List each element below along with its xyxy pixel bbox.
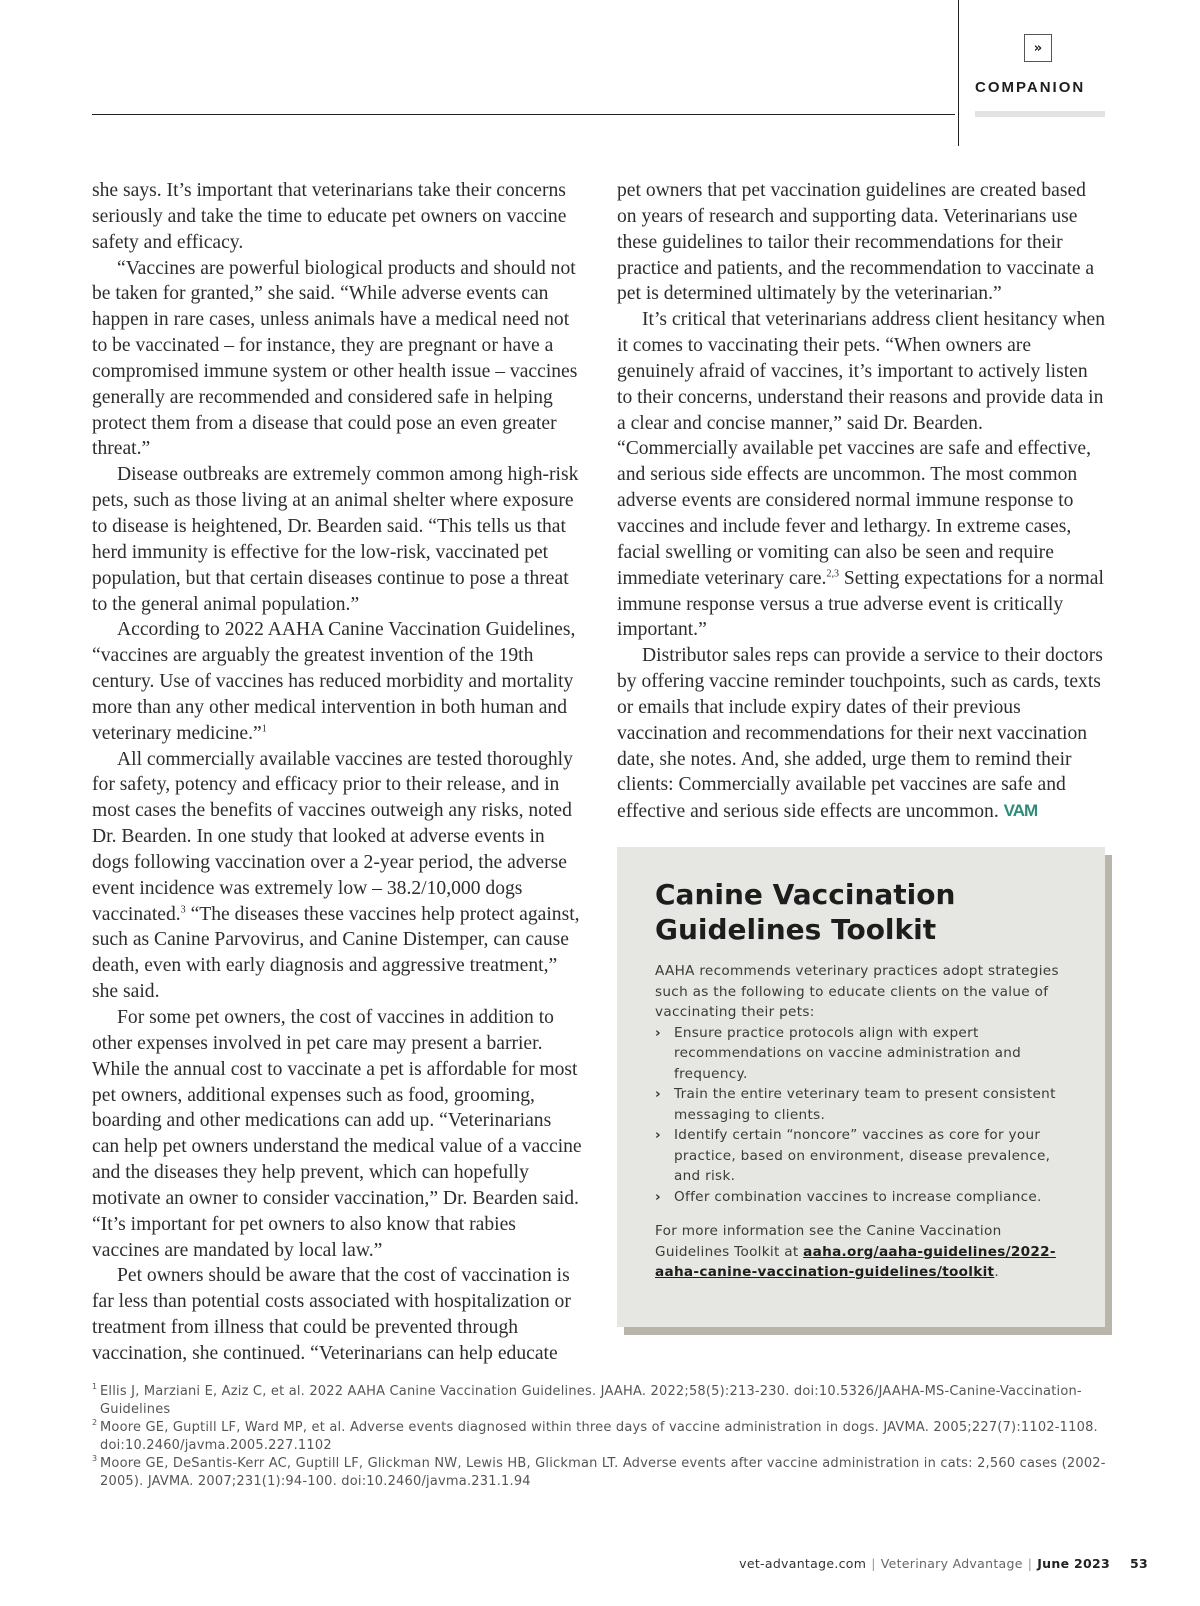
footer-separator: | bbox=[1027, 1556, 1033, 1571]
toolkit-item-text: Ensure practice protocols align with expert recommendations on vaccine administration and frequency. bbox=[674, 1024, 1022, 1082]
toolkit-item-text: Identify certain “noncore” vaccines as core for your practice, based on environment, disease prevalence, and risk. bbox=[674, 1127, 1051, 1184]
page-footer bbox=[600, 1556, 1148, 1571]
toolkit-link[interactable]: aaha.org/aaha-guidelines/2022-aaha-canine-vaccination-guidelines/toolkit bbox=[655, 1243, 1056, 1280]
footnote bbox=[92, 1383, 1108, 1419]
paragraph bbox=[617, 307, 1107, 643]
section-label: COMPANION bbox=[975, 79, 1086, 96]
toolkit-list-item bbox=[655, 1084, 1067, 1125]
header-rule bbox=[92, 114, 955, 115]
paragraph-text: All commercially available vaccines are tested thoroughly for safety, potency and efficacy prior to their release, and in most cases the benefits of vaccines outweigh any risks, noted Dr. Bearden. In one study that looked at adverse events in dogs following vaccination over a 2-year period, the adverse event incidence was extremely low – 38.2/10,000 dogs vaccinated. bbox=[92, 748, 573, 925]
toolkit-title: Canine Vaccination Guidelines Toolkit bbox=[655, 878, 956, 946]
paragraph bbox=[92, 617, 582, 746]
article-left-column bbox=[92, 178, 582, 1367]
paragraph: pet owners that pet vaccination guidelines are created based on years of research and supporting data. Veterinarians use these guidelines to tailor their recommendations for their practice and patients, and the recommendation to vaccinate a pet is determined ultimately by the veterinarian.” bbox=[617, 180, 1095, 305]
chevron-right-icon: › bbox=[655, 1127, 661, 1143]
toolkit-intro: AAHA recommends veterinary practices adopt strategies such as the following to educate clients on the value of vaccinating their pets: bbox=[655, 963, 1059, 1020]
article-right-column bbox=[617, 178, 1107, 825]
toolkit-list-item bbox=[655, 1023, 1067, 1085]
paragraph-text: Distributor sales reps can provide a service to their doctors by offering vaccine reminder touchpoints, such as cards, texts or emails that include expiry dates of their previous vaccination and recommendations for their next vaccination date, she notes. And, she added, urge them to remind their clients: Commercially available pet vaccines are safe and effective and serious side effects are uncommon. bbox=[617, 645, 1103, 823]
section-label-underline bbox=[975, 111, 1105, 117]
toolkit-item-text: Offer combination vaccines to increase compliance. bbox=[674, 1188, 1042, 1205]
paragraph-text: Setting expectations for a normal immune response versus a true adverse event is critically important.” bbox=[617, 567, 1104, 641]
vam-end-logo: VAM bbox=[1003, 801, 1038, 821]
section-badge-icon: » bbox=[1024, 34, 1052, 62]
toolkit-more-text: For more information see the Canine Vaccination Guidelines Toolkit at bbox=[655, 1223, 1002, 1260]
footnotes bbox=[92, 1383, 1108, 1491]
paragraph bbox=[617, 643, 1107, 825]
chevron-right-icon: › bbox=[655, 1188, 661, 1205]
page-number: 53 bbox=[1130, 1556, 1148, 1571]
footnote-text: Moore GE, DeSantis-Kerr AC, Guptill LF, Glickman NW, Lewis HB, Glickman LT. Adverse events after vaccine administration in cats: 2,560 cases (2002-2005). JAVMA. 2007;231(1):94-100. doi:10.2460/javma.231.1.94 bbox=[100, 1456, 1106, 1489]
paragraph bbox=[92, 747, 582, 1005]
footnote-text: Moore GE, Guptill LF, Ward MP, et al. Adverse events diagnosed within three days of vaccine administration in dogs. JAVMA. 2005;227(7):1102-1108. doi:10.2460/javma.2005.227.1102 bbox=[100, 1420, 1098, 1453]
paragraph: she says. It’s important that veterinarians take their concerns seriously and take the time to educate pet owners on vaccine safety and efficacy. bbox=[92, 180, 567, 253]
footnote-text: Ellis J, Marziani E, Aziz C, et al. 2022 AAHA Canine Vaccination Guidelines. JAAHA. 2022;58(5):213-230. doi:10.5326/JAAHA-MS-Canine-Vaccination-Guidelines bbox=[100, 1384, 1082, 1417]
toolkit-more-suffix: . bbox=[994, 1264, 999, 1280]
footnote-ref: 1 bbox=[261, 723, 267, 735]
footer-publication: Veterinary Advantage bbox=[880, 1556, 1023, 1571]
footer-site: vet-advantage.com bbox=[739, 1556, 867, 1571]
toolkit-box bbox=[617, 847, 1105, 1327]
toolkit-more-info bbox=[655, 1221, 1067, 1283]
toolkit-item-text: Train the entire veterinary team to present consistent messaging to clients. bbox=[674, 1086, 1056, 1123]
paragraph-text: “The diseases these vaccines help protect against, such as Canine Parvovirus, and Canine Distemper, can cause death, even with early diagnosis and aggressive treatment,” she said. bbox=[92, 903, 580, 1003]
toolkit-list bbox=[655, 1023, 1067, 1208]
footnote-number: 3 bbox=[92, 1454, 98, 1463]
paragraph-text: It’s critical that veterinarians address client hesitancy when it comes to vaccinating their pets. “When owners are genuinely afraid of vaccines, it’s important to actively listen to their concerns, understand their reasons and provide data in a clear and concise manner,” said Dr. Bearden. “Commercially available pet vaccines are safe and effective, and serious side effects are uncommon. The most common adverse events are considered normal immune response to vaccines and include fever and lethargy. In extreme cases, facial swelling or vomiting can also be seen and require immediate veterinary care. bbox=[617, 309, 1105, 589]
toolkit-list-item bbox=[655, 1125, 1067, 1187]
footnote bbox=[92, 1419, 1108, 1455]
footer-date: June 2023 bbox=[1037, 1556, 1110, 1571]
paragraph: Disease outbreaks are extremely common among high-risk pets, such as those living at an animal shelter where exposure to disease is heightened, Dr. Bearden said. “This tells us that herd immunity is effective for the low-risk, vaccinated pet population, but that certain diseases continue to pose a threat to the general animal population.” bbox=[92, 464, 579, 615]
footnote bbox=[92, 1455, 1108, 1491]
chevron-right-icon: › bbox=[655, 1086, 661, 1102]
footnote-ref: 3 bbox=[180, 904, 186, 916]
footnote-number: 1 bbox=[92, 1382, 98, 1391]
paragraph: Pet owners should be aware that the cost of vaccination is far less than potential costs associated with hospitalization or treatment from illness that could be prevented through vaccination, she continued. “Veterinarians can help educate bbox=[92, 1265, 571, 1364]
paragraph: For some pet owners, the cost of vaccines in addition to other expenses involved in pet care may present a barrier. While the annual cost to vaccinate a pet is affordable for most pet owners, additional expenses such as food, grooming, boarding and other medications can add up. “Veterinarians can help pet owners understand the medical value of a vaccine and the diseases they help prevent, which can hopefully motivate an owner to consider vaccination,” Dr. Bearden said. “It’s important for pet owners to also know that rabies vaccines are mandated by local law.” bbox=[92, 1007, 582, 1261]
toolkit-list-item bbox=[655, 1187, 1067, 1208]
paragraph-text: According to 2022 AAHA Canine Vaccination Guidelines, “vaccines are arguably the greatest invention of the 19th century. Use of vaccines has reduced morbidity and mortality more than any other medical intervention in both human and veterinary medicine.” bbox=[92, 619, 576, 744]
chevron-right-icon: › bbox=[655, 1024, 661, 1041]
footnote-number: 2 bbox=[92, 1418, 98, 1427]
footer-separator: | bbox=[871, 1556, 876, 1571]
header-vertical-rule bbox=[958, 0, 959, 146]
paragraph: “Vaccines are powerful biological products and should not be taken for granted,” she said. “While adverse events can happen in rare cases, unless animals have a medical need not to be vaccinated – for instance, they are pregnant or have a compromised immune system or other health issue – vaccines generally are recommended and considered safe in helping protect them from a disease that could pose an even greater threat.” bbox=[92, 257, 578, 460]
footnote-ref: 2,3 bbox=[826, 568, 839, 580]
